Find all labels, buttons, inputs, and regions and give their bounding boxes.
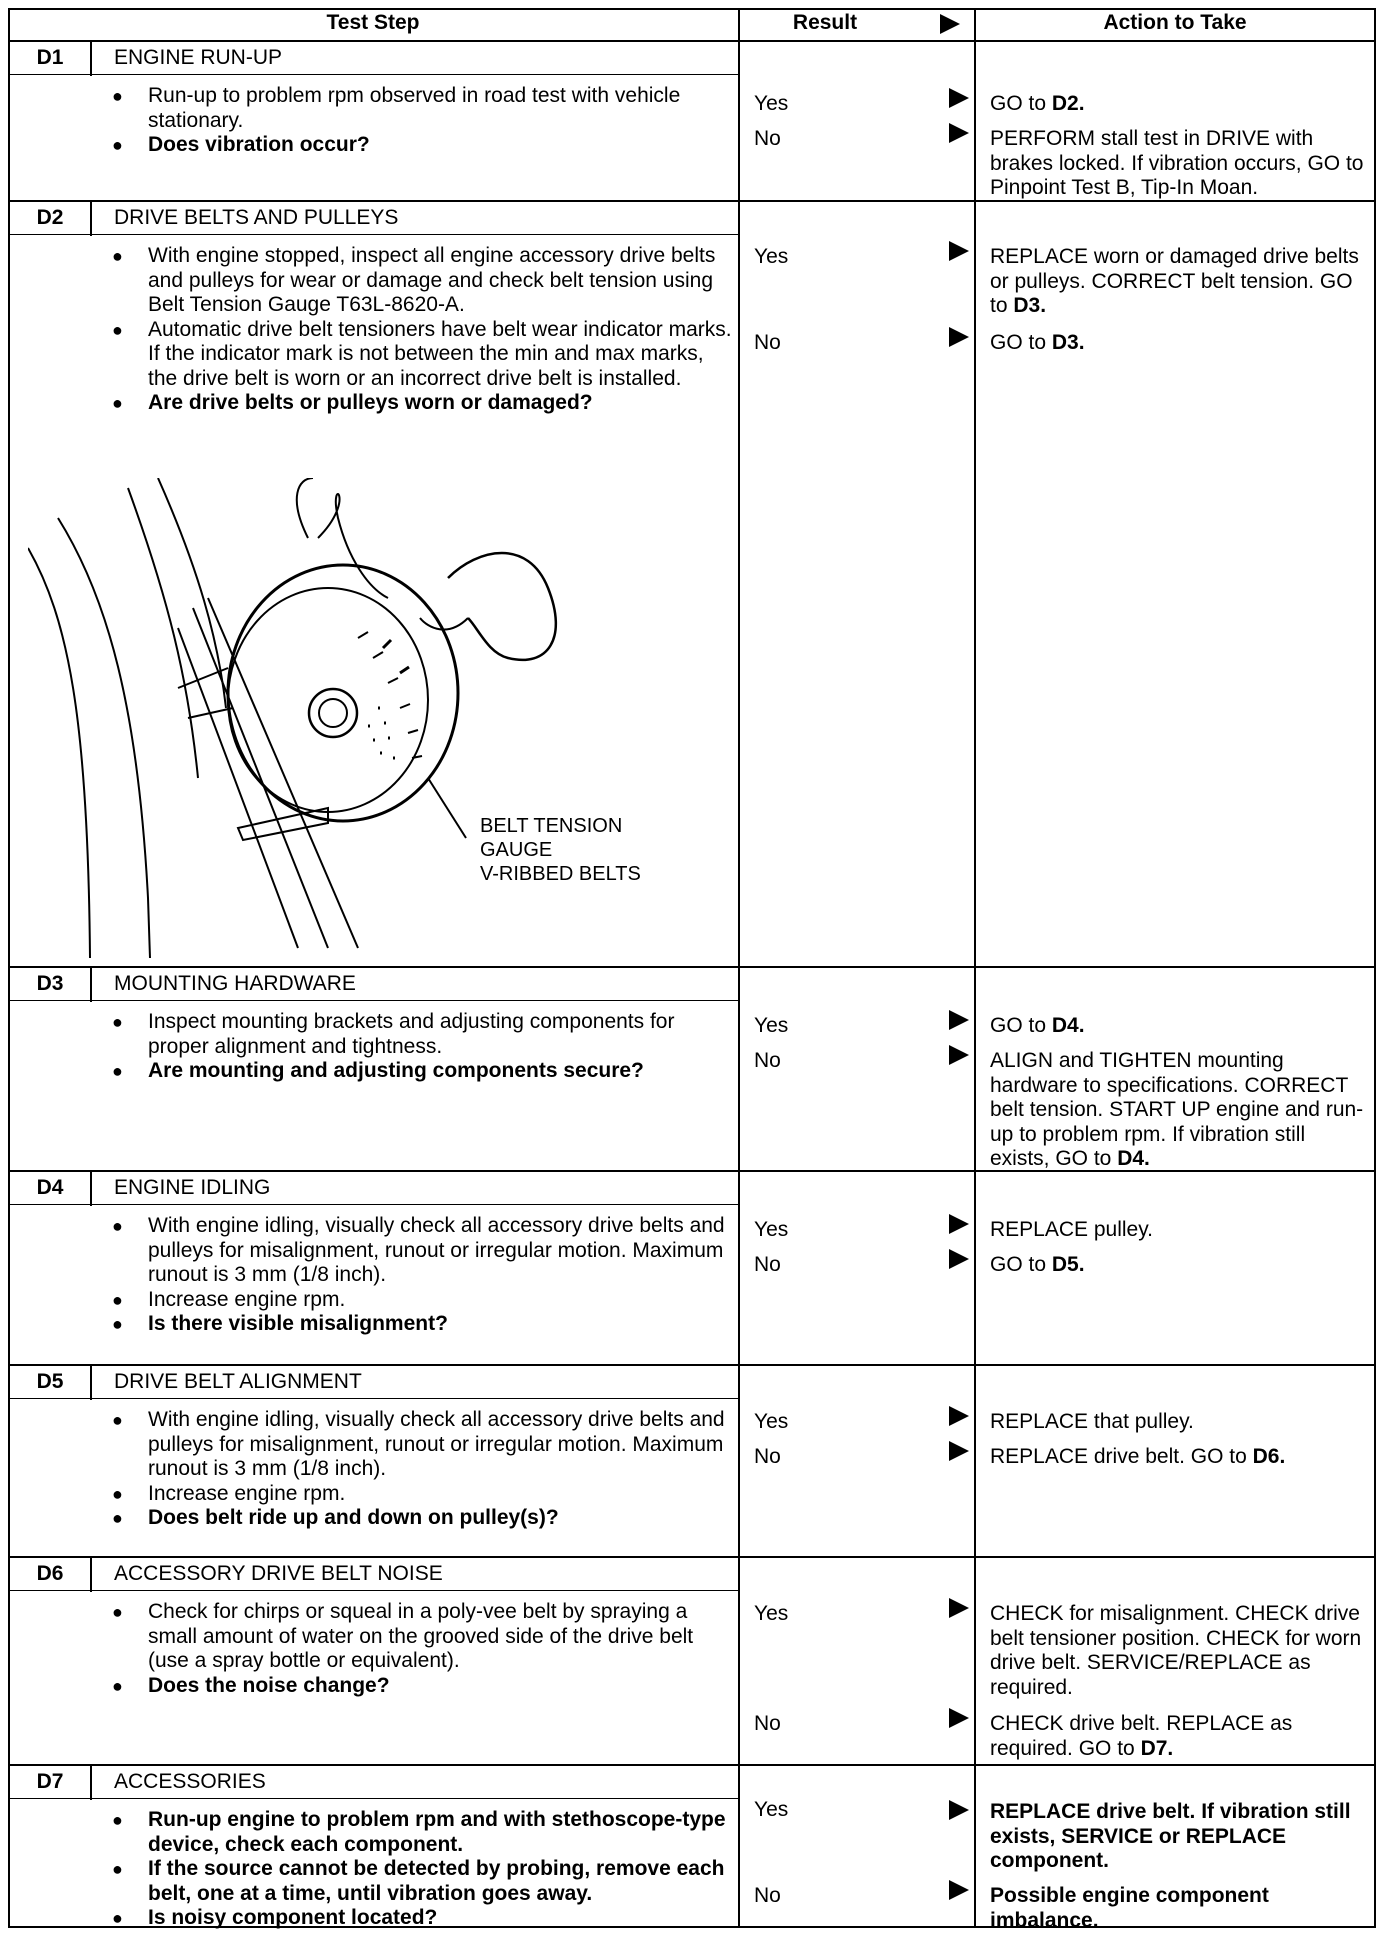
action-yes: GO to D2.	[990, 92, 1085, 115]
question-bullet: ● Does the noise change?	[112, 1674, 732, 1699]
step-code: D3	[36, 972, 64, 995]
bullet: ● With engine idling, visually check all accessory drive belts and pulleys for misalignment, runout or irregular motion. Maximum runout is 3 mm (1/8 inch).	[112, 1408, 732, 1482]
diagnostic-table	[8, 8, 1376, 1932]
step-bullets	[112, 1408, 732, 1531]
arrow-icon	[949, 1214, 969, 1234]
arrow-icon	[949, 123, 969, 143]
result-yes: Yes	[754, 1218, 789, 1241]
arrow-icon	[949, 1708, 969, 1728]
bullet: ● Inspect mounting brackets and adjusting components for proper alignment and tightness.	[112, 1010, 732, 1059]
question-bullet: ● Are drive belts or pulleys worn or damaged?	[112, 391, 732, 416]
d3-code-divider	[90, 966, 92, 1002]
action-yes: REPLACE that pulley.	[990, 1410, 1194, 1433]
result-no: No	[754, 1884, 781, 1907]
d3-bottom-border	[8, 1170, 1376, 1172]
d6-code-divider	[90, 1556, 92, 1592]
result-yes: Yes	[754, 1602, 789, 1625]
header-arrow-icon	[940, 14, 960, 34]
arrow-icon	[949, 1598, 969, 1618]
d4-code-divider	[90, 1170, 92, 1206]
action-no: REPLACE drive belt. GO to D6.	[990, 1445, 1286, 1468]
d2-code-divider	[90, 200, 92, 236]
result-yes: Yes	[754, 92, 789, 115]
step-code: D1	[36, 46, 64, 69]
result-no: No	[754, 1253, 781, 1276]
step-bullets	[112, 1600, 732, 1698]
result-no: No	[754, 1712, 781, 1735]
d5-bottom-border	[8, 1556, 1376, 1558]
table-left-border	[8, 8, 10, 1928]
result-yes: Yes	[754, 245, 789, 268]
step-title: MOUNTING HARDWARE	[114, 972, 356, 995]
bullet: ● Automatic drive belt tensioners have belt wear indicator marks. If the indicator mark is not between the min and max marks, the drive belt is worn or an incorrect drive belt is installed.	[112, 318, 732, 392]
gauge-body	[228, 565, 458, 821]
d4-bottom-border	[8, 1364, 1376, 1366]
arrow-icon	[949, 1800, 969, 1820]
bullet: ● Run-up engine to problem rpm and with stethoscope-type device, check each component.	[112, 1808, 732, 1857]
bullet: ● Increase engine rpm.	[112, 1288, 732, 1313]
step-bullets	[112, 1808, 732, 1931]
step-title: ACCESSORY DRIVE BELT NOISE	[114, 1562, 443, 1585]
header-test-step: Test Step	[326, 11, 420, 34]
step-code: D6	[36, 1562, 64, 1585]
action-column-divider	[974, 8, 976, 1928]
d1-bottom-border	[8, 200, 1376, 202]
action-yes: GO to D4.	[990, 1014, 1085, 1037]
step-title: ACCESSORIES	[114, 1770, 266, 1793]
d2-title-divider	[8, 234, 740, 235]
result-yes: Yes	[754, 1798, 789, 1821]
action-no: Possible engine component imbalance.	[990, 1884, 1269, 1932]
step-code: D2	[36, 206, 64, 229]
step-title: ENGINE IDLING	[114, 1176, 271, 1199]
action-yes: REPLACE worn or damaged drive belts or pulleys. CORRECT belt tension. GO to D3.	[990, 245, 1359, 317]
question-bullet: ● Does belt ride up and down on pulley(s)?	[112, 1506, 732, 1531]
step-bullets	[112, 244, 732, 416]
arrow-icon	[949, 88, 969, 108]
action-no: ALIGN and TIGHTEN mounting hardware to specifications. CORRECT belt tension. START UP engine and run-up to problem rpm. If vibration still exists, GO to D4.	[990, 1049, 1364, 1170]
arrow-icon	[949, 1249, 969, 1269]
step-title: DRIVE BELTS AND PULLEYS	[114, 206, 399, 229]
illustration-label: BELT TENSION	[480, 815, 623, 837]
belt-tension-gauge-illustration	[28, 478, 668, 958]
header-bottom-border	[8, 40, 1376, 42]
action-yes: REPLACE pulley.	[990, 1218, 1154, 1241]
question-bullet: ● Does vibration occur?	[112, 133, 732, 158]
arrow-icon	[949, 1441, 969, 1461]
step-title: DRIVE BELT ALIGNMENT	[114, 1370, 362, 1393]
d6-bottom-border	[8, 1764, 1376, 1766]
step-code: D5	[36, 1370, 64, 1393]
result-yes: Yes	[754, 1014, 789, 1037]
bullet: ● With engine idling, visually check all accessory drive belts and pulleys for misalignment, runout or irregular motion. Maximum runout is 3 mm (1/8 inch).	[112, 1214, 732, 1288]
d1-title-divider	[8, 74, 740, 75]
bullet: ● Check for chirps or squeal in a poly-vee belt by spraying a small amount of water on the grooved side of the drive belt (use a spray bottle or equivalent).	[112, 1600, 732, 1674]
result-yes: Yes	[754, 1410, 789, 1433]
v-ribbed-belt	[178, 628, 298, 948]
d5-code-divider	[90, 1364, 92, 1400]
d4-title-divider	[8, 1204, 740, 1205]
d3-title-divider	[8, 1000, 740, 1001]
label-leader-line	[428, 778, 466, 838]
step-bullets	[112, 1010, 732, 1084]
result-column-divider	[738, 8, 740, 1928]
step-code: D4	[36, 1176, 64, 1199]
d5-title-divider	[8, 1398, 740, 1399]
thumb	[448, 553, 556, 660]
bullet: ● Run-up to problem rpm observed in road test with vehicle stationary.	[112, 84, 732, 133]
result-no: No	[754, 127, 781, 150]
arrow-icon	[949, 1406, 969, 1426]
table-right-border	[1374, 8, 1376, 1928]
step-title: ENGINE RUN-UP	[114, 46, 283, 69]
question-bullet: ● Is noisy component located?	[112, 1906, 732, 1931]
d7-title-divider	[8, 1798, 740, 1799]
question-bullet: ● Are mounting and adjusting components secure?	[112, 1059, 732, 1084]
result-no: No	[754, 1049, 781, 1072]
engine-outline	[58, 518, 150, 958]
d1-code-divider	[90, 40, 92, 76]
d6-title-divider	[8, 1590, 740, 1591]
bullet: ● If the source cannot be detected by probing, remove each belt, one at a time, until vibration goes away.	[112, 1857, 732, 1906]
arrow-icon	[949, 1880, 969, 1900]
arrow-icon	[949, 1010, 969, 1030]
step-code: D7	[36, 1770, 64, 1793]
step-bullets	[112, 1214, 732, 1337]
illustration-label: GAUGE	[480, 839, 553, 861]
result-no: No	[754, 1445, 781, 1468]
action-yes: CHECK for misalignment. CHECK drive belt tensioner position. CHECK for worn drive belt. SERVICE/REPLACE as required.	[990, 1602, 1362, 1699]
bullet: ● Increase engine rpm.	[112, 1482, 732, 1507]
arrow-icon	[949, 327, 969, 347]
d2-bottom-border	[8, 966, 1376, 968]
action-no: CHECK drive belt. REPLACE as required. GO to D7.	[990, 1712, 1293, 1760]
action-yes: REPLACE drive belt. If vibration still exists, SERVICE or REPLACE component.	[990, 1800, 1351, 1872]
bullet: ● With engine stopped, inspect all engine accessory drive belts and pulleys for wear or damage and check belt tension using Belt Tension Gauge T63L-8620-A.	[112, 244, 732, 318]
d7-code-divider	[90, 1764, 92, 1800]
action-no: GO to D3.	[990, 331, 1085, 354]
header-action: Action to Take	[1103, 11, 1247, 34]
action-no: GO to D5.	[990, 1253, 1085, 1276]
question-bullet: ● Is there visible misalignment?	[112, 1312, 732, 1337]
arrow-icon	[949, 241, 969, 261]
header-result: Result	[792, 11, 858, 34]
illustration-label: V-RIBBED BELTS	[480, 863, 641, 885]
result-no: No	[754, 331, 781, 354]
table-top-border	[8, 8, 1376, 10]
action-no: PERFORM stall test in DRIVE with brakes locked. If vibration occurs, GO to Pinpoint Test B, Tip-In Moan.	[990, 127, 1364, 199]
step-bullets	[112, 84, 732, 158]
arrow-icon	[949, 1045, 969, 1065]
